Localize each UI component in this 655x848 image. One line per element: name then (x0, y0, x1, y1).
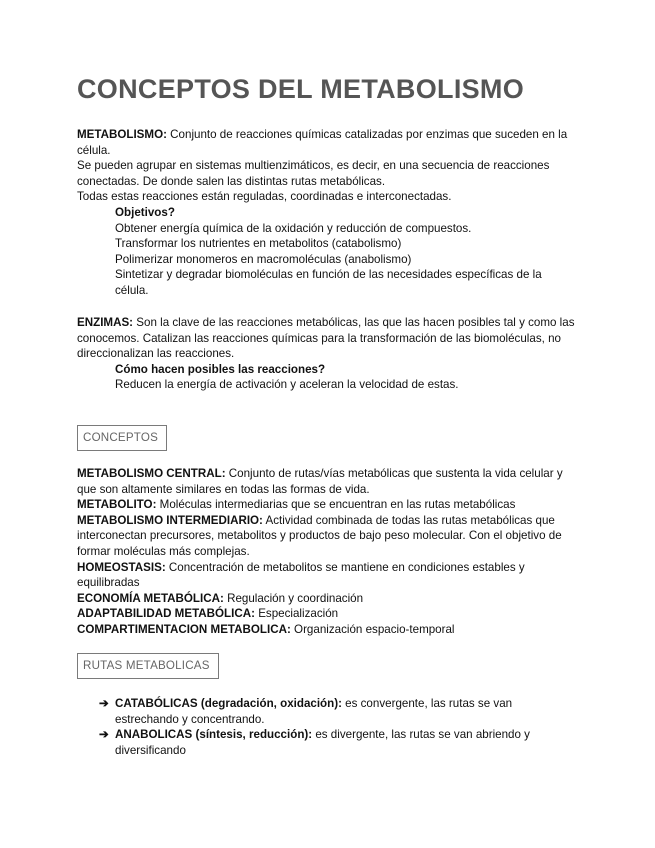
concept-term: ECONOMÍA METABÓLICA: (77, 591, 224, 605)
metabolismo-paragraph: Se pueden agrupar en sistemas multienzimáticos, es decir, en una secuencia de reacciones conectadas. De donde salen las distintas rutas metabólicas. (77, 159, 550, 188)
concept-item (77, 513, 577, 560)
objetivos-list (77, 205, 577, 299)
concept-term: COMPARTIMENTACION METABOLICA: (77, 622, 291, 636)
concept-item (77, 497, 577, 513)
objetivo-item: Polimerizar monomeros en macromoléculas (anabolismo) (115, 252, 412, 266)
ruta-text: es divergente, las rutas se van abriendo y diversificando (115, 728, 530, 757)
rutas-list (99, 696, 569, 758)
concept-text: Moléculas intermediarias que se encuentran en las rutas metabólicas (156, 498, 516, 512)
concept-item (77, 560, 577, 591)
concept-term: HOMEOSTASIS: (77, 560, 166, 574)
enzimas-section (77, 315, 577, 393)
objetivo-item: Sintetizar y degradar biomoléculas en función de las necesidades específicas de la célula. (115, 268, 542, 297)
objetivo-item: Obtener energía química de la oxidación y reducción de compuestos. (115, 221, 472, 235)
enzimas-answer: Reducen la energía de activación y aceleran la velocidad de estas. (115, 378, 459, 392)
conceptos-section-heading: CONCEPTOS (77, 425, 167, 451)
concept-text: Actividad combinada de todas las rutas metabólicas que interconectan precursores, metabolitos y productos de bajo peso molecular. Con el objetivo de formar moléculas más complejas. (77, 513, 562, 558)
metabolismo-definition (77, 127, 577, 158)
metabolismo-definition-text: Conjunto de reacciones químicas catalizadas por enzimas que suceden en la célula. (77, 128, 568, 157)
enzimas-term: ENZIMAS: (77, 316, 134, 329)
concept-term: METABOLITO: (77, 498, 157, 512)
ruta-item (99, 727, 569, 758)
arrow-right-icon: ➔ (99, 697, 109, 710)
ruta-item (99, 696, 569, 727)
ruta-text: es convergente, las rutas se van estrechando y concentrando. (115, 697, 513, 726)
ruta-term: ANABOLICAS (síntesis, reducción): (115, 728, 313, 742)
objetivo-item: Transformar los nutrientes en metabolitos (catabolismo) (115, 237, 402, 251)
metabolismo-section (77, 127, 577, 299)
enzimas-definition (77, 315, 577, 362)
arrow-right-icon: ➔ (99, 728, 109, 742)
concept-text: Organización espacio-temporal (290, 622, 455, 636)
objetivos-heading: Objetivos? (115, 205, 175, 219)
concept-item (77, 591, 577, 607)
concept-term: ADAPTABILIDAD METABÓLICA: (77, 607, 255, 621)
ruta-term: CATABÓLICAS (degradación, oxidación): (115, 697, 342, 710)
enzimas-definition-text: Son la clave de las reacciones metabólicas, las que las hacen posibles tal y como las conocemos. Catalizan las reacciones químicas para la transformación de las biomoléculas, no direccionalizan las reacciones. (77, 316, 575, 361)
concept-term: METABOLISMO CENTRAL: (77, 467, 226, 480)
concept-item (77, 466, 577, 497)
concept-text: Especialización (254, 607, 339, 621)
metabolismo-paragraph: Todas estas reacciones están reguladas, coordinadas e interconectadas. (77, 190, 452, 204)
metabolismo-term: METABOLISMO: (77, 128, 167, 141)
concept-item (77, 606, 577, 622)
concept-text: Conjunto de rutas/vías metabólicas que sustenta la vida celular y que son altamente similares en todas las formas de vida. (77, 467, 563, 496)
concept-item (77, 622, 577, 638)
concept-term: METABOLISMO INTERMEDIARIO: (77, 513, 263, 527)
concept-text: Regulación y coordinación (223, 591, 364, 605)
concept-text: Concentración de metabolitos se mantiene en condiciones estables y equilibradas (77, 560, 525, 590)
conceptos-list (77, 466, 577, 638)
rutas-section-heading: RUTAS METABOLICAS (77, 653, 219, 679)
page-title: CONCEPTOS DEL METABOLISMO (77, 74, 525, 104)
enzimas-question: Cómo hacen posibles las reacciones? (115, 362, 326, 376)
enzimas-qa (77, 362, 577, 393)
